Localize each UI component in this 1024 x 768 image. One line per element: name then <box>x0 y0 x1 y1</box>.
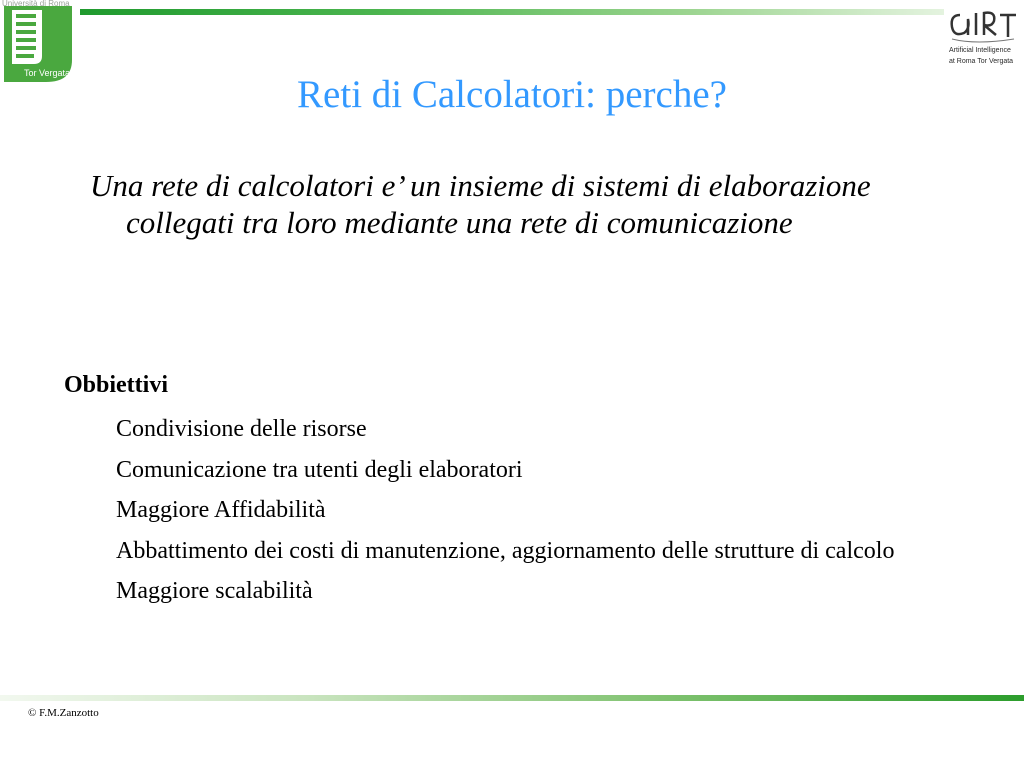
footer-copyright: © F.M.Zanzotto <box>28 707 99 719</box>
objective-item: Abbattimento dei costi di manutenzione, aggiornamento delle strutture di calcolo <box>116 537 895 564</box>
objectives-heading: Obbiettivi <box>64 372 169 398</box>
university-logo-caption: Università di Roma <box>2 0 70 8</box>
art-logo-icon <box>946 5 1020 47</box>
university-logo-name: Tor Vergata <box>24 68 71 78</box>
art-logo <box>946 5 1020 73</box>
university-logo <box>0 0 78 84</box>
objective-item: Maggiore scalabilità <box>116 578 313 604</box>
art-logo-line1: Artificial Intelligence <box>949 47 1011 54</box>
definition-text: Una rete di calcolatori e’ un insieme di sistemi di elaborazione collegati tra loro mediante una rete di comunicazione <box>90 168 871 240</box>
objective-item: Maggiore Affidabilità <box>116 497 326 523</box>
slide-title: Reti di Calcolatori: perche? <box>297 73 727 116</box>
art-logo-line2: at Roma Tor Vergata <box>949 58 1014 65</box>
header-divider-bar <box>80 9 944 15</box>
objective-item: Comunicazione tra utenti degli elaboratori <box>116 456 523 483</box>
objectives-list <box>116 413 916 616</box>
objective-item: Condivisione delle risorse <box>116 416 367 442</box>
footer-divider-bar <box>0 695 1024 701</box>
